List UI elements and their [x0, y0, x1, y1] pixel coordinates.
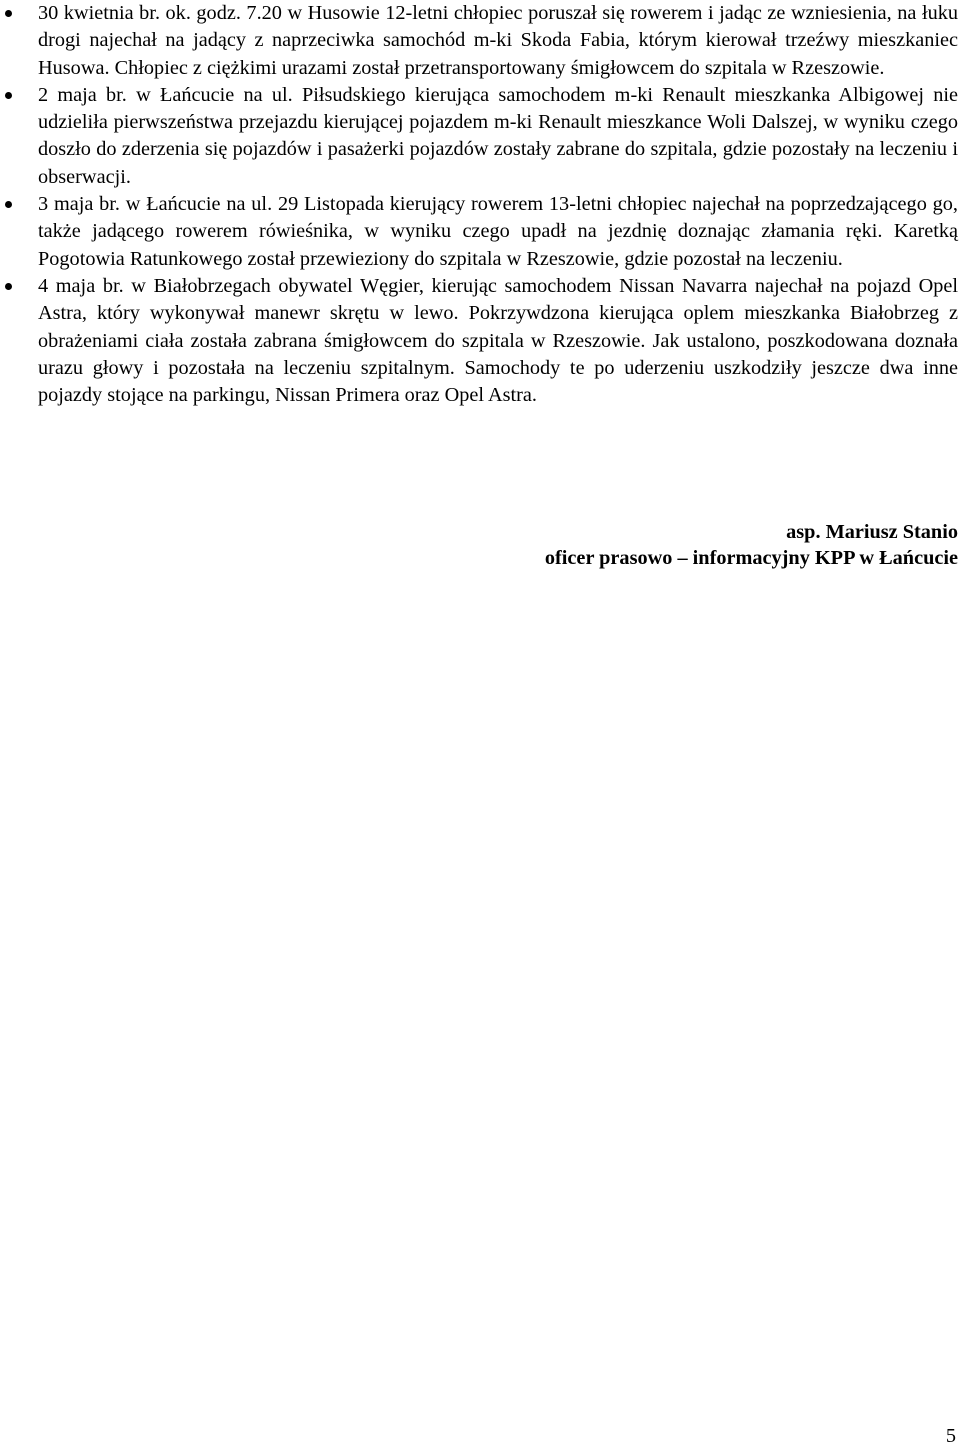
signature-name: asp. Mariusz Stanio [786, 521, 958, 543]
bullet-icon [5, 201, 12, 208]
page-number: 5 [945, 1425, 956, 1447]
list-item [38, 273, 958, 409]
list-item [38, 82, 958, 191]
signature-title: oficer prasowo – informacyjny KPP w Łańcucie [544, 547, 958, 569]
list-item [38, 0, 958, 82]
list-item [38, 191, 958, 273]
incident-text: 30 kwietnia br. ok. godz. 7.20 w Husowie 12-letni chłopiec poruszał się rowerem i jadąc ze wzniesienia, na łuku drogi najechał na jadący z naprzeciwka samochód m-ki Skoda Fabia, którym kierował trzeźwy mieszkaniec Husowa. Chłopiec z ciężkimi urazami został przetransportowany śmigłowcem do szpitala w Rzeszowie. [38, 2, 958, 79]
signature-block [545, 519, 958, 571]
bullet-icon [5, 283, 12, 290]
incident-text: 2 maja br. w Łańcucie na ul. Piłsudskiego kierująca samochodem m-ki Renault mieszkanka Albigowej nie udzieliła pierwszeństwa przejazdu kierującej pojazdem m-ki Renault mieszkance Woli Dalszej, w wyniku czego doszło do zderzenia się pojazdów i pasażerki pojazdów zostały zabrane do szpitala, gdzie pozostały na leczeniu i obserwacji. [38, 83, 958, 188]
bullet-icon [5, 92, 12, 99]
incident-list [38, 0, 958, 409]
bullet-icon [5, 10, 12, 17]
incident-text: 4 maja br. w Białobrzegach obywatel Węgier, kierując samochodem Nissan Navarra najechał na pojazd Opel Astra, który wykonywał manewr skrętu w lewo. Pokrzywdzona kierująca oplem mieszkanka Białobrzeg z obrażeniami ciała została zabrana śmigłowcem do szpitala w Rzeszowie. Jak ustalono, poszkodowana doznała urazu głowy i pozostała na leczeniu szpitalnym. Samochody te po uderzeniu uszkodziły jeszcze dwa inne pojazdy stojące na parkingu, Nissan Primera oraz Opel Astra. [38, 274, 958, 407]
incident-text: 3 maja br. w Łańcucie na ul. 29 Listopada kierujący rowerem 13-letni chłopiec najechał na poprzedzającego go, także jadącego rowerem rówieśnika, w wyniku czego upadł na jezdnię doznając złamania ręki. Karetką Pogotowia Ratunkowego został przewieziony do szpitala w Rzeszowie, gdzie pozostał na leczeniu. [38, 193, 958, 270]
